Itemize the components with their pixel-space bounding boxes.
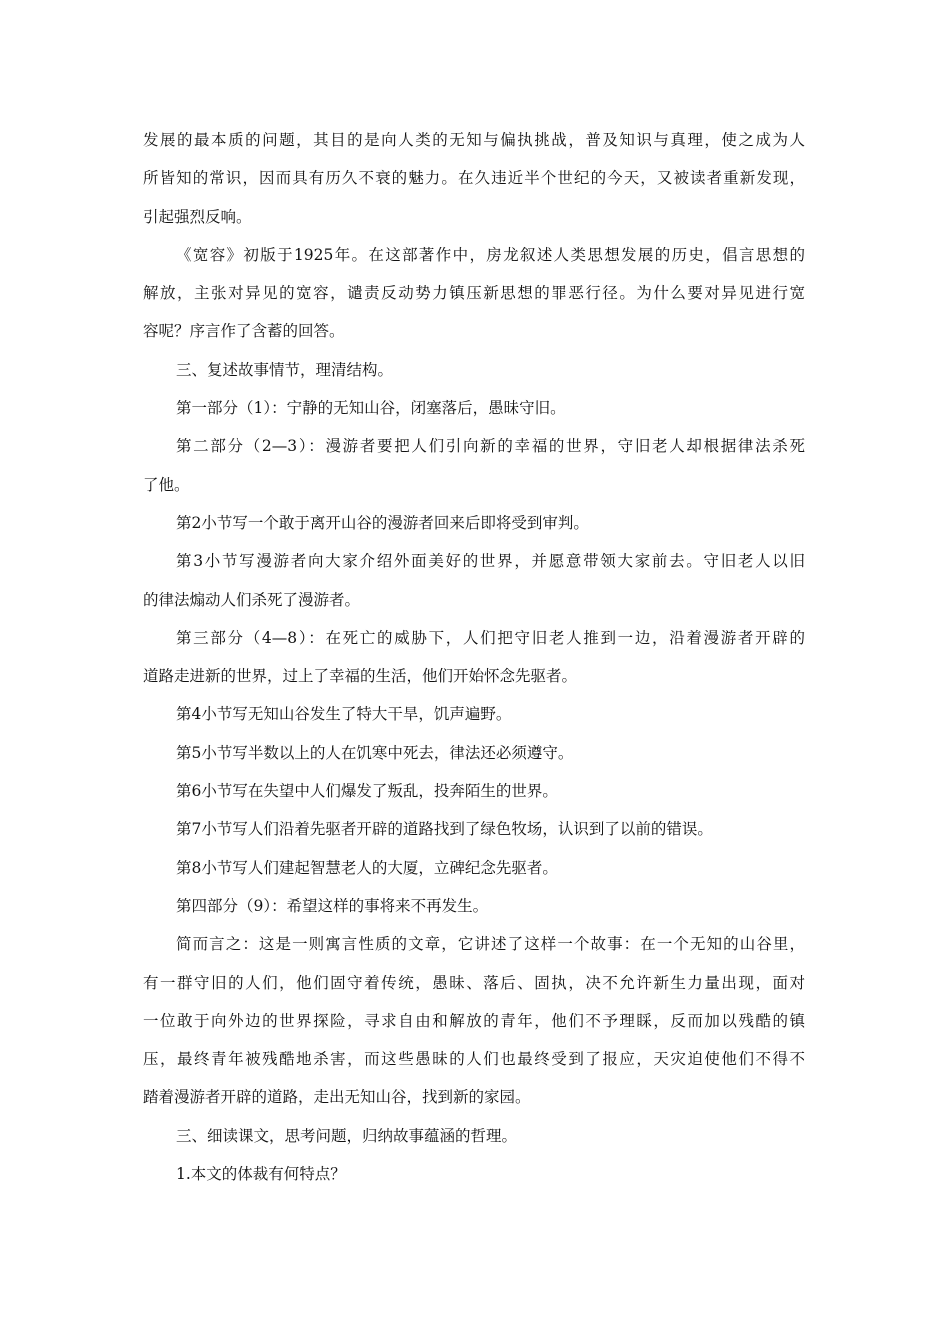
paragraph-line: 第8小节写人们建起智慧老人的大厦，立碑纪念先驱者。 — [176, 858, 558, 877]
paragraph-line: 引起强烈反响。 — [143, 207, 252, 226]
paragraph-line: 压，最终青年被残酷地杀害，而这些愚昧的人们也最终受到了报应，天灾迫使他们不得不 — [143, 1050, 805, 1069]
paragraph-line: 一位敢于向外边的世界探险，寻求自由和解放的青年，他们不予理睬，反而加以残酷的镇 — [143, 1011, 805, 1030]
paragraph-line: 简而言之：这是一则寓言性质的文章，它讲述了这样一个故事：在一个无知的山谷里， — [176, 935, 805, 954]
paragraph-line: 的律法煽动人们杀死了漫游者。 — [143, 590, 361, 609]
section-heading: 三、细读课文，思考问题，归纳故事蕴涵的哲理。 — [176, 1126, 518, 1145]
paragraph-line: 了他。 — [143, 475, 190, 494]
paragraph-line: 第二部分（2—3）：漫游者要把人们引向新的幸福的世界，守旧老人却根据律法杀死 — [176, 437, 805, 456]
paragraph-line: 《宽容》初版于1925年。在这部著作中，房龙叙述人类思想发展的历史，倡言思想的 — [176, 245, 805, 264]
question-line: 1.本文的体裁有何特点？ — [176, 1165, 346, 1184]
paragraph-line: 发展的最本质的问题，其目的是向人类的无知与偏执挑战，普及知识与真理，使之成为人 — [143, 131, 805, 149]
paragraph-line: 道路走进新的世界，过上了幸福的生活，他们开始怀念先驱者。 — [143, 667, 578, 686]
paragraph-line: 第3小节写漫游者向大家介绍外面美好的世界，并愿意带领大家前去。守旧老人以旧 — [176, 552, 805, 571]
paragraph-line: 有一群守旧的人们，他们固守着传统，愚昧、落后、固执，决不允许新生力量出现，面对 — [143, 973, 805, 992]
paragraph-line: 第4小节写无知山谷发生了特大干旱，饥声遍野。 — [176, 705, 512, 724]
paragraph-line: 所皆知的常识，因而具有历久不衰的魅力。在久违近半个世纪的今天，又被读者重新发现， — [143, 169, 805, 188]
body-text — [143, 121, 805, 1193]
paragraph-line: 第6小节写在失望中人们爆发了叛乱，投奔陌生的世界。 — [176, 782, 558, 801]
paragraph-line: 踏着漫游者开辟的道路，走出无知山谷，找到新的家园。 — [143, 1088, 531, 1107]
paragraph-line: 第三部分（4—8）：在死亡的威胁下，人们把守旧老人推到一边，沿着漫游者开辟的 — [176, 628, 805, 647]
paragraph-line: 容呢？序言作了含蓄的回答。 — [143, 322, 345, 341]
paragraph-line: 第一部分（1）：宁静的无知山谷，闭塞落后，愚昧守旧。 — [176, 399, 566, 418]
paragraph-line: 解放，主张对异见的宽容，谴责反动势力镇压新思想的罪恶行径。为什么要对异见进行宽 — [143, 284, 805, 303]
paragraph-line: 第7小节写人们沿着先驱者开辟的道路找到了绿色牧场，认识到了以前的错误。 — [176, 820, 713, 839]
paragraph-line: 第四部分（9）：希望这样的事将来不再发生。 — [176, 896, 489, 915]
paragraph-line: 第2小节写一个敢于离开山谷的漫游者回来后即将受到审判。 — [176, 513, 589, 532]
paragraph-line: 第5小节写半数以上的人在饥寒中死去，律法还必须遵守。 — [176, 743, 574, 762]
section-heading: 三、复述故事情节，理清结构。 — [176, 360, 394, 379]
